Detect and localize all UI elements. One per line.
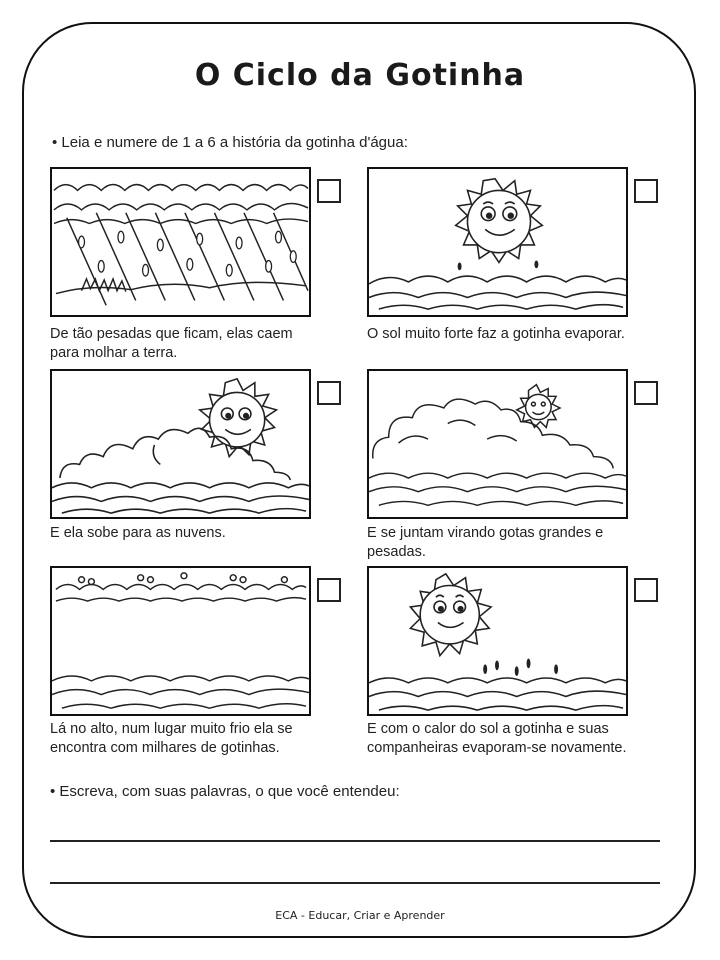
number-box-5[interactable]: [317, 578, 341, 602]
caption-4: E se juntam virando gotas grandes e pesadas.: [367, 525, 604, 560]
clouds-over-sea-icon: [367, 369, 628, 519]
number-box-4[interactable]: [634, 381, 658, 405]
sun-evaporation-icon: [367, 566, 628, 716]
rain-icon: [50, 167, 311, 317]
sun-over-sea-icon: [367, 167, 628, 317]
instruction-text: • Leia e numere de 1 a 6 a história da gotinha d'água:: [52, 134, 408, 151]
writing-prompt: • Escreva, com suas palavras, o que você entendeu:: [50, 783, 400, 800]
writing-line-2[interactable]: [50, 882, 660, 884]
droplets-in-sky-icon: [50, 566, 311, 716]
number-box-6[interactable]: [634, 578, 658, 602]
number-box-1[interactable]: [317, 179, 341, 203]
number-box-2[interactable]: [634, 179, 658, 203]
footer-credit: ECA - Educar, Criar e Aprender: [275, 909, 445, 922]
page-title: O Ciclo da Gotinha: [194, 58, 526, 93]
caption-6: E com o calor do sol a gotinha e suas companheiras evaporam-se novamente.: [367, 721, 627, 756]
caption-5: Lá no alto, num lugar muito frio ela se encontra com milhares de gotinhas.: [50, 721, 293, 756]
caption-3: E ela sobe para as nuvens.: [50, 525, 226, 541]
writing-line-1[interactable]: [50, 840, 660, 842]
number-box-3[interactable]: [317, 381, 341, 405]
sun-and-cloud-icon: [50, 369, 311, 519]
caption-1: De tão pesadas que ficam, elas caem para molhar a terra.: [50, 326, 293, 361]
caption-2: O sol muito forte faz a gotinha evaporar.: [367, 326, 625, 342]
